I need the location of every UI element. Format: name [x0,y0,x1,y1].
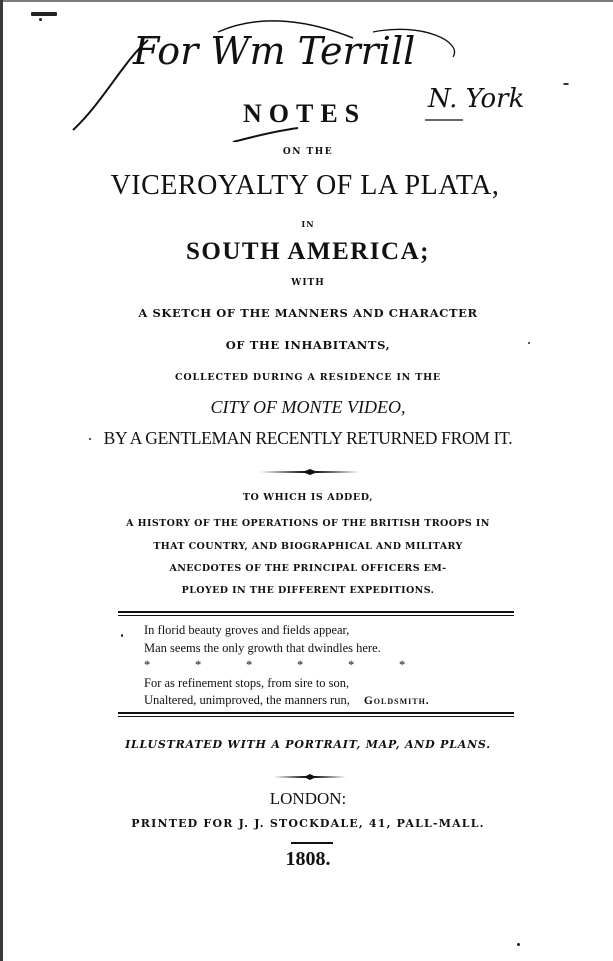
ink-speck [89,438,91,440]
star-mark: * [297,658,304,672]
epigraph-attribution: Goldsmith. [363,695,430,707]
subtitle-sketch: A SKETCH OF THE MANNERS AND CHARACTER [138,306,478,320]
subtitle-collected: COLLECTED DURING A RESIDENCE IN THE [175,372,441,383]
additions-heading: TO WHICH IS ADDED, [242,492,374,503]
ink-speck [39,18,42,21]
additions-line: A HISTORY OF THE OPERATIONS OF THE BRITISH TROOPS IN [126,518,490,529]
epigraph-line: For as refinement stops, from sire to son, [144,675,350,690]
epigraph-line: Unaltered, unimproved, the manners run, [144,693,350,707]
star-mark: * [348,658,355,672]
epigraph [144,622,524,711]
flourish-stroke [233,128,298,142]
ink-speck [563,83,569,85]
subtitle-south-america: SOUTH AMERICA; [186,238,430,265]
epigraph-rule-bottom [118,712,514,714]
subtitle-city: CITY OF MONTE VIDEO, [210,397,406,417]
epigraph-rule-top [118,615,514,616]
subtitle-viceroyalty: VICEROYALTY OF LA PLATA, [110,170,500,201]
epigraph-line-last [144,692,524,711]
imprint-year: 1808. [285,848,331,870]
additions-line: PLOYED IN THE DIFFERENT EXPEDITIONS. [181,585,435,596]
star-mark: * [195,658,202,672]
star-mark: * [246,658,253,672]
title-page [3,2,613,961]
imprint-publisher: PRINTED FOR J. J. STOCKDALE, 41, PALL-MALL. [131,817,485,830]
epigraph-rule-top [118,611,514,613]
ink-speck [121,634,123,637]
ornamental-rule [260,468,360,476]
epigraph-line: Man seems the only growth that dwindles here. [144,640,381,655]
epigraph-ellipsis-stars [144,657,524,675]
star-mark: * [144,658,151,672]
subtitle-with: WITH [291,278,325,288]
ink-blot [31,12,57,16]
ink-speck [517,943,520,946]
epigraph-line: In florid beauty groves and fields appear, [144,623,350,637]
book-title: NOTES [243,99,367,128]
author-line: BY A GENTLEMAN RECENTLY RETURNED FROM IT. [103,428,513,448]
star-mark: * [399,658,406,672]
imprint-place: LONDON: [269,789,347,808]
ink-speck [528,342,530,344]
short-rule [291,842,333,844]
epigraph-rule-bottom [118,716,514,717]
subtitle-in: IN [301,219,315,229]
subtitle-inhabitants: OF THE INHABITANTS, [225,338,391,352]
inscription-line-1: For Wm Terrill [133,29,416,73]
ornamental-rule [274,773,346,781]
additions-line: ANECDOTES OF THE PRINCIPAL OFFICERS EM- [169,563,447,574]
subtitle-on-the: ON THE [282,147,334,157]
additions-line: THAT COUNTRY, AND BIOGRAPHICAL AND MILITARY [153,541,463,552]
illustrations-note: ILLUSTRATED WITH A PORTRAIT, MAP, AND PLANS. [125,738,491,751]
inscription-line-2: N. York [428,84,525,114]
